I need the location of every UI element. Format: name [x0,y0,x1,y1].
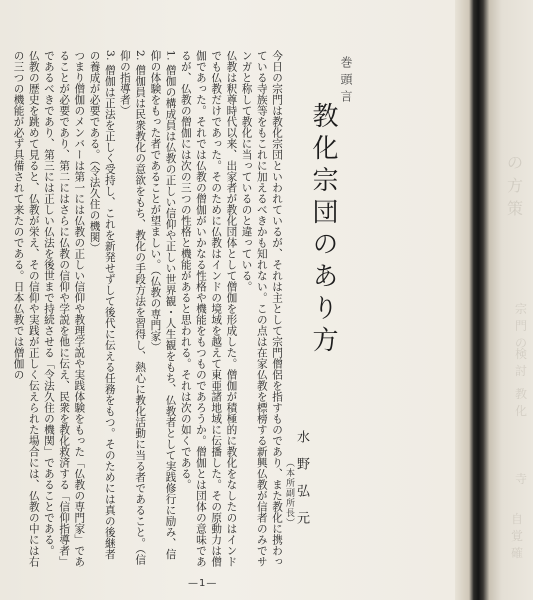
body-paragraph: 仏教は釈尊時代以来、出家者が教化団体として僧伽を形成した。僧伽が積極的に教化をなしたのはインドでも仏教だけであった。そのために仏教はインドの境域を越えて東亜諸地域に伝播した。その原動力は僧伽であった。それでは仏教の僧伽がいかなる性格や機能をもつものであろうか。僧伽とは団体の意味であるが、仏教の僧伽には次の三つの性格と機能があると思われる。それは次の如くである。 [179,50,238,567]
author-affiliation: （本所副所長） [284,458,294,528]
article-body [12,50,284,570]
body-paragraph: 1. 僧伽の構成員は仏教の正しい信仰や正しい世界観・人生観をもち、仏教者として実践修行に励み、信仰の体験をもった者であることが望ましい。（仏教の専門家） [149,50,177,560]
facing-page-text: 自覚確 [511,512,524,560]
facing-page-text: 検討 [515,347,528,378]
body-paragraph: 今日の宗門は教化宗団といわれているが、それは主として宗門僧侶を指すものであり、また教化に携わっている寺族等をもこれに加えるべきかも知れない。この点は在家仏教を標榜する新興仏教が信者のみでサンガと称して教化に当っているのと違っている。 [240,50,283,567]
facing-page-text: 寺 [515,472,528,486]
section-label: 巻頭言 [339,56,353,107]
facing-page-text: 宗門の [515,302,528,350]
body-paragraph: 3. 僧伽は正法を正しく受持し、これを新発せずして後代に伝える任務をもつ。そのためには真の後継者の養成が必要である。（令法久住の機関） [88,50,116,560]
body-paragraph: つまり僧伽のメンバーは第一には仏教の正しい信仰や教理学説や実践体験をもった「仏教の専門家」であることが必要であり、第二にはさらに仏教の信仰や学説を他に伝え、民衆を教化救済する「信仰指導者」であるべきであり、第三には正しい仏法を後世まで持続させる「令法久住の機関」であることである。 [42,50,86,567]
page-number: —1— [188,578,218,589]
body-paragraph: 仏教の歴史を跳めて見ると、仏教が栄え、その信仰や実践が正しく伝えられた場合には、仏教の中には右の三つの機能が必ず具備されて来たのである。日本仏教では僧伽の [12,50,40,567]
facing-page-text: 教化 [515,387,528,418]
article-title: 教化宗団のあり方 [308,102,338,358]
book-gutter [455,0,533,600]
facing-page-text: の方策 [507,153,524,218]
author-name: 水野弘元 [294,430,309,538]
body-paragraph: 2. 僧伽員は民衆教化の意欲をもち、教化の手段方法を習得し、熱心に教化活動に当る者であること。（信仰の指導者） [118,50,147,566]
